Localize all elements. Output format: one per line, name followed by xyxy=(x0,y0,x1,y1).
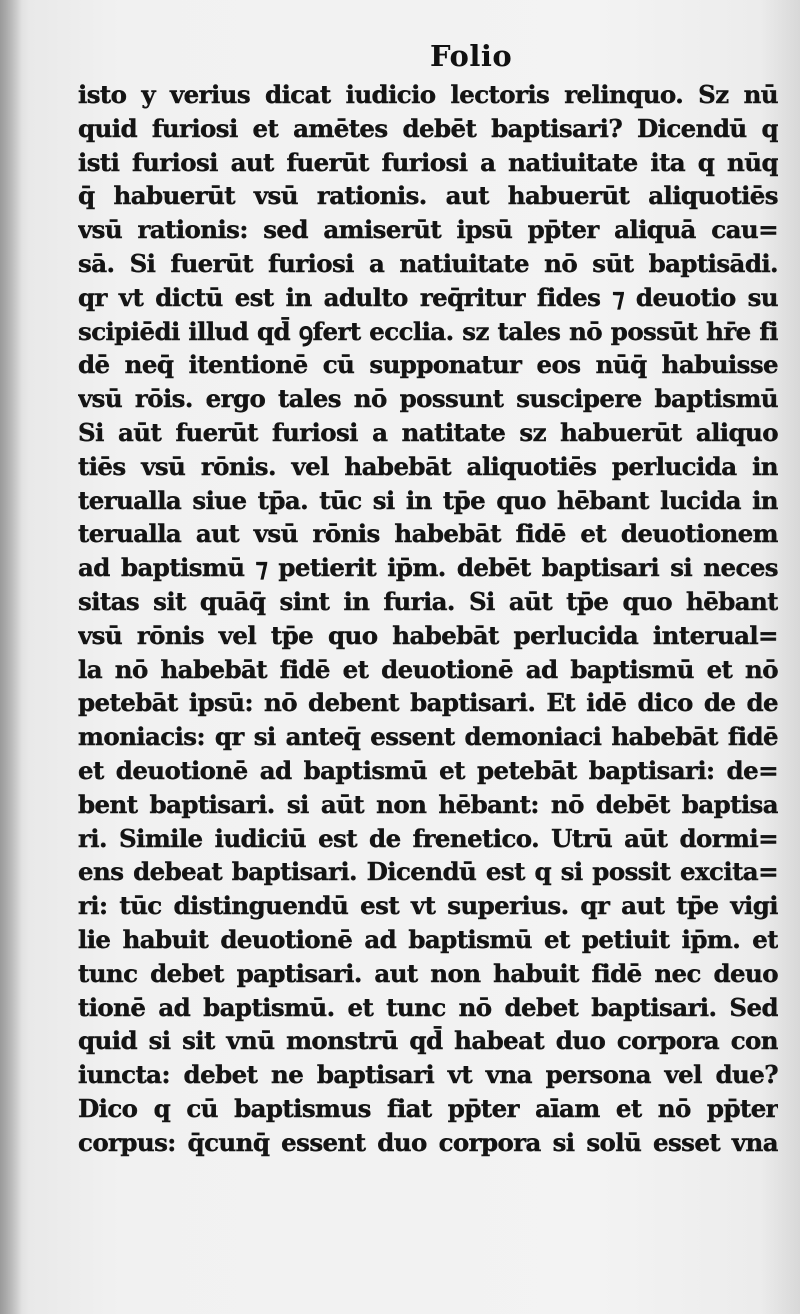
text-line: terualla aut vsū rōnis habebāt fidē et deuotionem xyxy=(78,519,778,549)
text-line: terualla siue tp̄a. tūc si in tp̄e quo hēbant lucida in xyxy=(78,485,778,515)
text-line: quid furiosi et amētes debēt baptisari? Dicendū q xyxy=(78,113,778,143)
text-line: bent baptisari. si aūt non hēbant: nō debēt baptisa xyxy=(78,789,778,819)
text-line: quid si sit vnū monstrū qd̄ habeat duo corpora con xyxy=(78,1026,778,1056)
text-line: corpus: q̄cunq̄ essent duo corpora si solū esset vna xyxy=(78,1127,778,1157)
gutter-shadow xyxy=(0,0,22,1314)
text-line: Si aūt fuerūt furiosi a natitate sz habuerūt aliquo xyxy=(78,417,778,447)
text-line: ri: tūc distinguendū est vt superius. qr aut tp̄e vigi xyxy=(78,891,778,921)
folio-heading: Folio xyxy=(430,39,513,73)
text-line: et deuotionē ad baptismū et petebāt baptisari: de= xyxy=(78,755,778,785)
text-line: sā. Si fuerūt furiosi a natiuitate nō sūt baptisādi. xyxy=(78,248,778,278)
text-line: vsū rationis: sed amiserūt ipsū pp̄ter aliquā cau= xyxy=(78,215,778,245)
text-line: sitas sit quāq̄ sint in furia. Si aūt tp̄e quo hēbant xyxy=(78,586,778,616)
text-line: tiēs vsū rōnis. vel habebāt aliquotiēs perlucida in xyxy=(78,451,778,481)
text-line: moniacis: qr si anteq̄ essent demoniaci habebāt fidē xyxy=(78,722,778,752)
text-line: ens debeat baptisari. Dicendū est q si possit excita= xyxy=(78,857,778,887)
text-line: qr vt dictū est in adulto req̄ritur fides ⁊ deuotio su xyxy=(78,282,778,312)
text-line: dē neq̄ itentionē cū supponatur eos nūq̄ habuisse xyxy=(78,350,778,380)
text-line: vsū rōnis vel tp̄e quo habebāt perlucida interual= xyxy=(78,620,778,650)
page-text-block xyxy=(78,78,778,1160)
text-line: scipiēdi illud qd̄ ꝯfert ecclia. sz tales nō possūt hr̄e fi xyxy=(78,316,778,346)
text-line: tionē ad baptismū. et tunc nō debet baptisari. Sed xyxy=(78,992,778,1022)
text-line: vsū rōis. ergo tales nō possunt suscipere baptismū xyxy=(78,384,778,414)
text-line: ad baptismū ⁊ petierit ip̄m. debēt baptisari si neces xyxy=(78,553,778,583)
text-line: iuncta: debet ne baptisari vt vna persona vel due? xyxy=(78,1060,778,1090)
text-line: ri. Simile iudiciū est de frenetico. Utrū aūt dormi= xyxy=(78,823,778,853)
text-line: q̄ habuerūt vsū rationis. aut habuerūt aliquotiēs xyxy=(78,181,778,211)
text-line: petebāt ipsū: nō debent baptisari. Et idē dico de de xyxy=(78,688,778,718)
text-line: isti furiosi aut fuerūt furiosi a natiuitate ita q nūq xyxy=(78,147,778,177)
text-line: lie habuit deuotionē ad baptismū et petiuit ip̄m. et xyxy=(78,924,778,954)
text-line: isto y verius dicat iudicio lectoris relinquo. Sz nū xyxy=(78,80,778,109)
text-line: Dico q cū baptismus fiat pp̄ter aīam et nō pp̄ter xyxy=(78,1093,778,1123)
text-line: la nō habebāt fidē et deuotionē ad baptismū et nō xyxy=(78,654,778,684)
text-line: tunc debet paptisari. aut non habuit fidē nec deuo xyxy=(78,958,778,988)
